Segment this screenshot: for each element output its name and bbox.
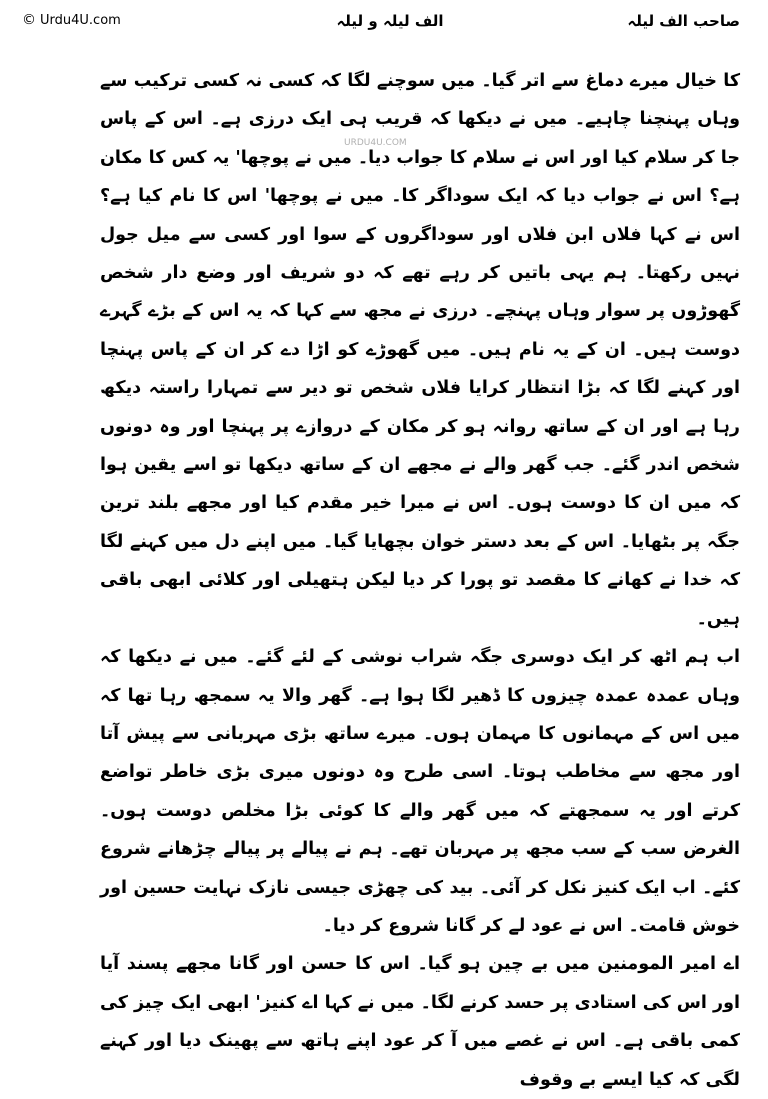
paragraph-3: اے امیر المومنین میں بے چین ہو گیا۔ اس کا حسن اور گانا مجھے پسند آیا اور اس کی استادی پر حسد کرنے لگا۔ میں نے کہا اے کنیز' ابھی ایک چیز کی کمی باقی ہے۔ اس نے غصے میں آ کر عود اپنے ہاتھ سے پھینک دیا اور کہنے لگی کہ کیا ایسے بے وقوف [100, 954, 740, 1090]
watermark: URDU4U.COM [344, 138, 407, 148]
site-name: Urdu4U.com [40, 12, 121, 28]
paragraph-1: کا خیال میرے دماغ سے اتر گیا۔ میں سوچنے لگا کہ کسی نہ کسی ترکیب سے وہاں پہنچنا چاہیے۔ میں نے دیکھا کہ قریب ہی ایک درزی ہے۔ اس کے پاس جا کر سلام کیا اور اس نے سلام کا جواب دیا۔ میں نے پوچھا' یہ کس کا مکان ہے؟ اس نے جواب دیا کہ ایک سوداگر کا۔ میں نے پوچھا' اس کا نام کیا ہے؟ اس نے کہا فلاں ابن فلاں اور سوداگروں کے سوا اور کسی سے میل جول نہیں رکھتا۔ ہم یہی باتیں کر رہے تھے کہ دو شریف اور وضع دار شخص گھوڑوں پر سوار وہاں پہنچے۔ درزی نے مجھ سے کہا کہ یہ اس کے بڑے گہرے دوست ہیں۔ ان کے یہ نام ہیں۔ میں گھوڑے کو اڑا دے کر ان کے پاس پہنچا اور کہنے لگا کہ بڑا انتظار کرایا فلاں شخص تو دیر سے تمہارا راستہ دیکھ رہا ہے اور ان کے ساتھ روانہ ہو کر مکان کے دروازے پر پہنچا اور وہ دونوں شخص اندر گئے۔ جب گھر والے نے مجھے ان کے ساتھ دیکھا تو اسے یقین ہوا کہ میں ان کا دوست ہوں۔ اس نے میرا خیر مقدم کیا اور مجھے بلند ترین جگہ پر بٹھایا۔ اس کے بعد دستر خوان بچھایا گیا۔ میں اپنے دل میں کہنے لگا کہ خدا نے کھانے کا مقصد تو پورا کر دیا لیکن ہتھیلی اور کلائی ابھی باقی ہیں۔ [100, 71, 740, 629]
copyright-icon: © [22, 12, 36, 28]
page-header [0, 0, 768, 40]
paragraph-2: اب ہم اٹھ کر ایک دوسری جگہ شراب نوشی کے لئے گئے۔ میں نے دیکھا کہ وہاں عمدہ عمدہ چیزوں کا ڈھیر لگا ہوا ہے۔ گھر والا یہ سمجھ رہا تھا کہ میں اس کے مہمانوں کا مہمان ہوں۔ میرے ساتھ بڑی مہربانی سے پیش آتا اور مجھ سے مخاطب ہوتا۔ اسی طرح وہ دونوں میری بڑی خاطر تواضع کرتے اور یہ سمجھتے کہ میں گھر والے کا کوئی بڑا مخلص دوست ہوں۔ الغرض سب کے سب مجھ پر مہربان تھے۔ ہم نے پیالے پر پیالے چڑھانے شروع کئے۔ اب ایک کنیز نکل کر آئی۔ بید کی چھڑی جیسی نازک نہایت حسین اور خوش قامت۔ اس نے عود لے کر گانا شروع کر دیا۔ [100, 647, 740, 936]
book-title: صاحب الف لیلہ [627, 12, 740, 30]
site-credit [22, 12, 121, 28]
chapter-title: الف لیلہ و لیلہ [336, 12, 444, 30]
page-body [100, 62, 740, 1090]
